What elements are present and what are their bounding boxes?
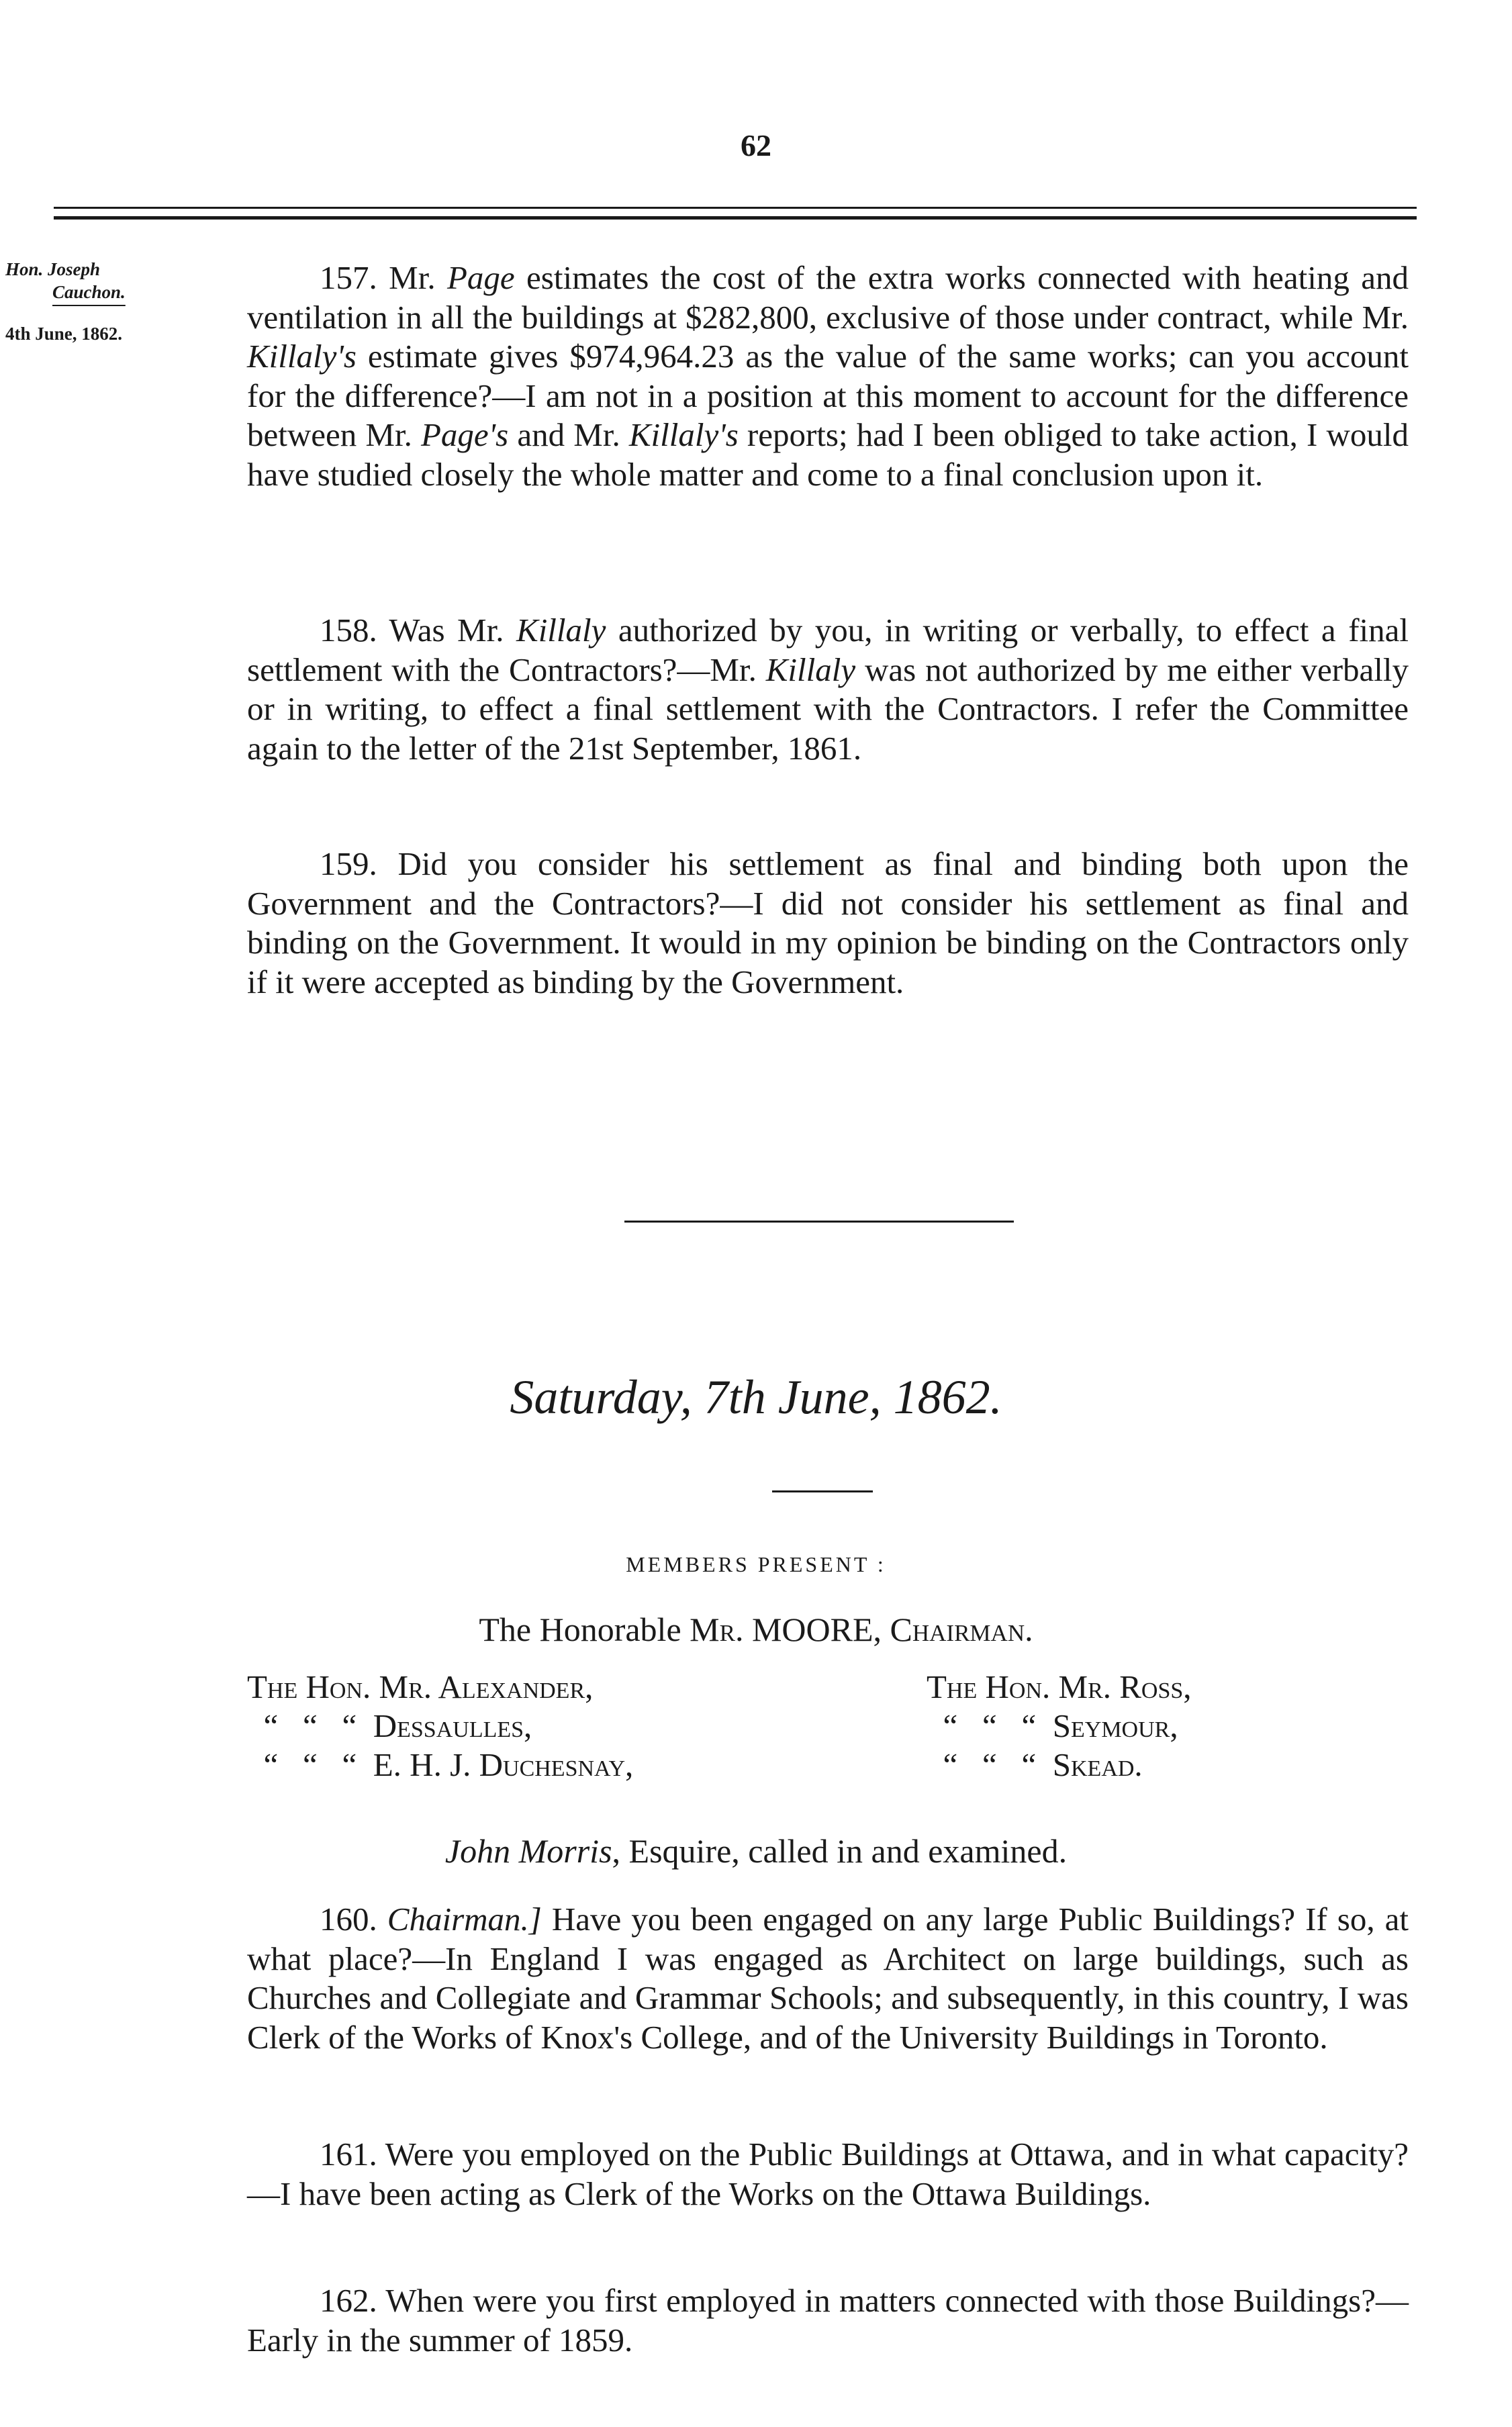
chairman-line: The Honorable Mr. MOORE, Chairman. [479, 1611, 1033, 1648]
speaker: Chairman.] [387, 1901, 542, 1938]
margin-note-name-sub: Cauchon. [52, 281, 126, 302]
question-number: 157. [320, 259, 377, 296]
witness-line: John Morris, Esquire, called in and examined. [444, 1832, 1068, 1870]
question-162: 162. When were you first employed in matters connected with those Buildings?—Early in the summer of 1859. [247, 2282, 1409, 2359]
margin-note-date: 4th June, 1862. [5, 323, 123, 344]
header-rule-top [54, 207, 1417, 209]
member-row: “ “ “ Dessaulles, [247, 1707, 532, 1744]
page-number: 62 [741, 128, 771, 162]
member-row: “ “ “ Seymour, [927, 1707, 1178, 1744]
members-list-left [247, 1668, 633, 1784]
question-number: 158. [320, 612, 377, 649]
question-number: 160. [320, 1901, 377, 1938]
question-157: 157. Mr. Page estimates the cost of the extra works connected with heating and ventilation in all the buildings at $282,800, exclusive of those under contract, while Mr. Killaly's estimate gives $974,964.23 as the value of the same works; can you account for the difference?—I am not in a position at this moment to account for the difference between Mr. Page's and Mr. Killaly's reports; had I been obliged to take action, I would have studied closely the whole matter and come to a final conclusion upon it. [247, 259, 1409, 493]
heading-rule [772, 1490, 873, 1492]
question-160: 160. Chairman.] Have you been engaged on any large Public Buildings? If so, at what place?—In England I was engaged as Architect on large buildings, such as Churches and Collegiate and Grammar Schools; and subsequently, in this country, I was Clerk of the Works of Knox's College, and of the University Buildings in Toronto. [247, 1901, 1409, 2056]
member-row: “ “ “ Skead. [927, 1746, 1143, 1783]
member-row: The Hon. Mr. Ross, [927, 1668, 1192, 1705]
section-divider [624, 1221, 1014, 1223]
question-159: 159. Did you consider his settlement as final and binding both upon the Government and the Contractors?—I did not consider his settlement as final and binding on the Government. It would in my opinion be binding on the Contractors only if it were accepted as binding by the Government. [247, 845, 1409, 1000]
question-158: 158. Was Mr. Killaly authorized by you, in writing or verbally, to effect a final settlement with the Contractors?—Mr. Killaly was not authorized by me either verbally or in writing, to effect a final settlement with the Contractors. I refer the Committee again to the letter of the 21st September, 1861. [247, 612, 1409, 767]
header-rule-bottom [54, 216, 1417, 220]
chairman-name: Mr. MOORE, Chairman. [690, 1611, 1033, 1648]
member-row: The Hon. Mr. Alexander, [247, 1668, 594, 1705]
members-present-label: MEMBERS PRESENT : [626, 1552, 886, 1576]
member-row: “ “ “ E. H. J. Duchesnay, [247, 1746, 634, 1783]
question-161: 161. Were you employed on the Public Buildings at Ottawa, and in what capacity?—I have been acting as Clerk of the Works on the Ottawa Buildings. [247, 2136, 1409, 2212]
members-list-right [927, 1668, 1192, 1784]
question-number: 161. [320, 2136, 377, 2173]
margin-note [5, 258, 240, 345]
question-number: 159. [320, 845, 377, 882]
session-heading: Saturday, 7th June, 1862. [510, 1370, 1002, 1424]
question-number: 162. [320, 2282, 377, 2319]
witness-name: John Morris [444, 1832, 612, 1870]
margin-note-name: Hon. Joseph [5, 259, 101, 279]
